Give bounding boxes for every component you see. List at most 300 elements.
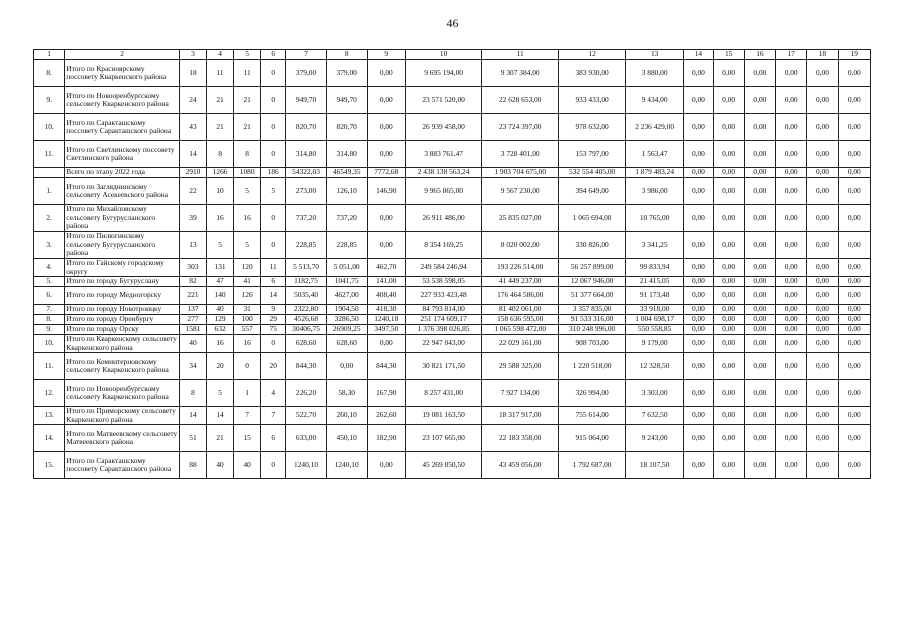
value-cell: 0,00	[807, 305, 838, 315]
value-cell: 379,00	[326, 60, 367, 87]
value-cell: 56 257 899,00	[559, 259, 626, 277]
value-cell: 14	[179, 407, 206, 425]
value-cell: 33 918,00	[625, 305, 683, 315]
municipality-name-cell: Итого по Саракташскому поссовету Саракташского района	[65, 114, 180, 141]
row-number-cell: 4.	[34, 259, 65, 277]
value-cell: 314,80	[286, 141, 327, 168]
value-cell: 23 724 397,00	[482, 114, 559, 141]
value-cell: 1 376 398 026,85	[406, 325, 482, 335]
value-cell: 0,00	[807, 287, 838, 305]
table-row	[34, 259, 871, 277]
value-cell: 633,00	[286, 425, 327, 452]
value-cell: 9 179,00	[625, 335, 683, 353]
value-cell: 182,90	[367, 425, 406, 452]
value-cell: 1 220 518,00	[559, 353, 626, 380]
value-cell: 0,00	[684, 232, 713, 259]
header-cell: 5	[234, 50, 261, 60]
header-cell: 10	[406, 50, 482, 60]
value-cell: 0,00	[838, 452, 870, 479]
value-cell: 0,00	[744, 325, 775, 335]
value-cell: 0,00	[838, 315, 870, 325]
header-cell: 19	[838, 50, 870, 60]
value-cell: 0,00	[807, 141, 838, 168]
value-cell: 16	[207, 205, 234, 232]
value-cell: 4	[261, 380, 286, 407]
value-cell: 3 728 401,00	[482, 141, 559, 168]
value-cell: 227 933 423,48	[406, 287, 482, 305]
value-cell: 0,00	[776, 380, 807, 407]
value-cell: 186	[261, 168, 286, 178]
value-cell: 40	[207, 452, 234, 479]
value-cell: 0,00	[713, 232, 744, 259]
value-cell: 29 588 325,00	[482, 353, 559, 380]
value-cell: 0,00	[807, 353, 838, 380]
municipality-name-cell: Итого по Красноярскому поссовету Кваркенского района	[65, 60, 180, 87]
value-cell: 126,10	[326, 178, 367, 205]
value-cell: 51	[179, 425, 206, 452]
value-cell: 58,30	[326, 380, 367, 407]
value-cell: 0	[261, 87, 286, 114]
value-cell: 22 628 653,00	[482, 87, 559, 114]
value-cell: 550 558,85	[625, 325, 683, 335]
value-cell: 0,00	[684, 425, 713, 452]
value-cell: 137	[179, 305, 206, 315]
value-cell: 5	[234, 178, 261, 205]
value-cell: 14	[207, 407, 234, 425]
value-cell: 0,00	[838, 335, 870, 353]
value-cell: 0,00	[684, 305, 713, 315]
value-cell: 0,00	[684, 205, 713, 232]
value-cell: 20	[261, 353, 286, 380]
header-cell: 15	[713, 50, 744, 60]
header-cell: 18	[807, 50, 838, 60]
value-cell: 8	[207, 141, 234, 168]
table-row	[34, 87, 871, 114]
value-cell: 0,00	[776, 325, 807, 335]
value-cell: 7 927 134,00	[482, 380, 559, 407]
municipality-name-cell: Итого по городу Бугуруслану	[65, 277, 180, 287]
table-row	[34, 380, 871, 407]
value-cell: 0,00	[713, 353, 744, 380]
value-cell: 0,00	[776, 452, 807, 479]
value-cell: 26 939 458,00	[406, 114, 482, 141]
value-cell: 5035,40	[286, 287, 327, 305]
value-cell: 0,00	[776, 305, 807, 315]
row-number-cell: 2.	[34, 205, 65, 232]
row-number-cell: 9.	[34, 87, 65, 114]
value-cell: 1080	[234, 168, 261, 178]
value-cell: 0,00	[713, 87, 744, 114]
value-cell: 3 880,00	[625, 60, 683, 87]
value-cell: 844,30	[286, 353, 327, 380]
value-cell: 0,00	[713, 205, 744, 232]
value-cell: 326 994,00	[559, 380, 626, 407]
value-cell: 0,00	[684, 315, 713, 325]
value-cell: 632	[207, 325, 234, 335]
value-cell: 0,00	[713, 335, 744, 353]
value-cell: 273,00	[286, 178, 327, 205]
value-cell: 9 695 194,00	[406, 60, 482, 87]
value-cell: 0,00	[744, 114, 775, 141]
municipality-name-cell: Итого по Приморскому сельсовету Кваркенского района	[65, 407, 180, 425]
value-cell: 0,00	[807, 168, 838, 178]
value-cell: 46549,35	[326, 168, 367, 178]
value-cell: 34	[179, 353, 206, 380]
value-cell: 126	[234, 287, 261, 305]
value-cell: 379,00	[286, 60, 327, 87]
row-number-cell: 3.	[34, 232, 65, 259]
row-number-cell: 5.	[34, 277, 65, 287]
table-row	[34, 114, 871, 141]
value-cell: 0,00	[744, 287, 775, 305]
row-number-cell: 1.	[34, 178, 65, 205]
page-number: 46	[446, 16, 459, 30]
table-row	[34, 287, 871, 305]
value-cell: 0,00	[776, 178, 807, 205]
table-row	[34, 425, 871, 452]
value-cell: 51 377 664,00	[559, 287, 626, 305]
value-cell: 0,00	[326, 353, 367, 380]
row-number-cell: 7.	[34, 305, 65, 315]
row-number-cell: 15.	[34, 452, 65, 479]
value-cell: 8	[234, 141, 261, 168]
value-cell: 383 930,00	[559, 60, 626, 87]
value-cell: 8 020 002,00	[482, 232, 559, 259]
value-cell: 0,00	[838, 380, 870, 407]
value-cell: 0,00	[838, 353, 870, 380]
value-cell: 0,00	[713, 277, 744, 287]
value-cell: 0,00	[684, 60, 713, 87]
value-cell: 0	[261, 452, 286, 479]
value-cell: 737,20	[286, 205, 327, 232]
value-cell: 0,00	[807, 205, 838, 232]
value-cell: 9 434,00	[625, 87, 683, 114]
value-cell: 99 833,94	[625, 259, 683, 277]
value-cell: 11	[234, 60, 261, 87]
value-cell: 0	[261, 141, 286, 168]
value-cell: 0,00	[807, 335, 838, 353]
value-cell: 0,00	[776, 287, 807, 305]
value-cell: 0,00	[838, 277, 870, 287]
value-cell: 933 433,00	[559, 87, 626, 114]
row-number-cell: 12.	[34, 380, 65, 407]
value-cell: 0,00	[713, 407, 744, 425]
value-cell: 20	[207, 353, 234, 380]
value-cell: 5	[261, 178, 286, 205]
value-cell: 21	[234, 87, 261, 114]
value-cell: 53 538 598,05	[406, 277, 482, 287]
value-cell: 18	[179, 60, 206, 87]
table-row	[34, 407, 871, 425]
header-cell: 2	[65, 50, 180, 60]
value-cell: 2910	[179, 168, 206, 178]
municipality-name-cell: Итого по Загляднинскому сельсовету Асекеевского района	[65, 178, 180, 205]
value-cell: 0,00	[838, 425, 870, 452]
value-cell: 1240,10	[286, 452, 327, 479]
value-cell: 1266	[207, 168, 234, 178]
row-number-cell: 14.	[34, 425, 65, 452]
value-cell: 2 236 429,00	[625, 114, 683, 141]
header-row	[34, 50, 871, 60]
value-cell: 1 004 698,17	[625, 315, 683, 325]
value-cell: 10	[207, 178, 234, 205]
value-cell: 41 449 237,00	[482, 277, 559, 287]
table-row	[34, 168, 871, 178]
value-cell: 140	[207, 287, 234, 305]
value-cell: 251 174 609,17	[406, 315, 482, 325]
value-cell: 330 826,00	[559, 232, 626, 259]
value-cell: 628,60	[326, 335, 367, 353]
value-cell: 1182,75	[286, 277, 327, 287]
value-cell: 0,00	[776, 277, 807, 287]
value-cell: 0,00	[838, 114, 870, 141]
value-cell: 100	[234, 315, 261, 325]
value-cell: 30 821 171,50	[406, 353, 482, 380]
value-cell: 12 328,50	[625, 353, 683, 380]
value-cell: 0,00	[713, 380, 744, 407]
value-cell: 0,00	[744, 178, 775, 205]
value-cell: 8	[179, 380, 206, 407]
value-cell: 43 459 056,00	[482, 452, 559, 479]
value-cell: 0,00	[744, 168, 775, 178]
value-cell: 0,00	[807, 114, 838, 141]
value-cell: 7	[261, 407, 286, 425]
municipality-name-cell: Итого по Коминтерновскому сельсовету Кваркенского района	[65, 353, 180, 380]
value-cell: 146,90	[367, 178, 406, 205]
value-cell: 16	[234, 335, 261, 353]
value-cell: 0,00	[838, 205, 870, 232]
value-cell: 193 226 514,00	[482, 259, 559, 277]
value-cell: 0,00	[713, 168, 744, 178]
value-cell: 5 051,00	[326, 259, 367, 277]
value-cell: 0,00	[713, 259, 744, 277]
table-row	[34, 315, 871, 325]
value-cell: 303	[179, 259, 206, 277]
municipality-name-cell: Итого по Светлинскому поссовету Светлинского района	[65, 141, 180, 168]
value-cell: 7	[234, 407, 261, 425]
value-cell: 0,00	[684, 259, 713, 277]
value-cell: 3 357 835,00	[559, 305, 626, 315]
value-cell: 0	[261, 232, 286, 259]
value-cell: 6	[261, 425, 286, 452]
value-cell: 21	[207, 87, 234, 114]
value-cell: 9 567 230,00	[482, 178, 559, 205]
value-cell: 5 513,70	[286, 259, 327, 277]
value-cell: 0,00	[776, 114, 807, 141]
value-cell: 0,00	[713, 287, 744, 305]
table-row	[34, 277, 871, 287]
value-cell: 0,00	[713, 325, 744, 335]
row-number-cell: 11.	[34, 353, 65, 380]
header-cell: 11	[482, 50, 559, 60]
value-cell: 0,00	[838, 287, 870, 305]
value-cell: 14	[261, 287, 286, 305]
row-number-cell: 6.	[34, 287, 65, 305]
value-cell: 9 243,00	[625, 425, 683, 452]
value-cell: 19 081 163,50	[406, 407, 482, 425]
value-cell: 228,85	[286, 232, 327, 259]
value-cell: 915 064,00	[559, 425, 626, 452]
municipality-name-cell: Итого по Саракташскому поссовету Саракташского района	[65, 452, 180, 479]
value-cell: 0,00	[744, 315, 775, 325]
header-cell: 16	[744, 50, 775, 60]
value-cell: 0,00	[838, 87, 870, 114]
value-cell: 0,00	[807, 60, 838, 87]
header-cell: 13	[625, 50, 683, 60]
value-cell: 0,00	[807, 87, 838, 114]
value-cell: 47	[207, 277, 234, 287]
value-cell: 82	[179, 277, 206, 287]
municipality-name-cell: Итого по городу Новотроицку	[65, 305, 180, 315]
value-cell: 23 571 520,00	[406, 87, 482, 114]
value-cell: 0,00	[367, 114, 406, 141]
value-cell: 0,00	[744, 259, 775, 277]
value-cell: 1 563,47	[625, 141, 683, 168]
value-cell: 3 303,00	[625, 380, 683, 407]
value-cell: 9	[261, 305, 286, 315]
value-cell: 3 986,00	[625, 178, 683, 205]
value-cell: 0	[261, 335, 286, 353]
header-cell: 12	[559, 50, 626, 60]
value-cell: 0,00	[684, 141, 713, 168]
value-cell: 75	[261, 325, 286, 335]
value-cell: 0,00	[776, 205, 807, 232]
value-cell: 26 911 486,00	[406, 205, 482, 232]
row-number-cell: 11.	[34, 141, 65, 168]
value-cell: 12 067 946,00	[559, 277, 626, 287]
value-cell: 153 797,00	[559, 141, 626, 168]
value-cell: 29	[261, 315, 286, 325]
value-cell: 228,85	[326, 232, 367, 259]
value-cell: 91 173,48	[625, 287, 683, 305]
value-cell: 9 307 384,00	[482, 60, 559, 87]
value-cell: 0,00	[776, 168, 807, 178]
value-cell: 120	[234, 259, 261, 277]
value-cell: 21	[234, 114, 261, 141]
value-cell: 21 415,05	[625, 277, 683, 287]
table-row	[34, 335, 871, 353]
value-cell: 10 765,00	[625, 205, 683, 232]
value-cell: 5	[207, 380, 234, 407]
table-row	[34, 353, 871, 380]
value-cell: 0,00	[684, 114, 713, 141]
header-cell: 3	[179, 50, 206, 60]
value-cell: 418,30	[367, 305, 406, 315]
row-number-cell: 8.	[34, 315, 65, 325]
value-cell: 0,00	[776, 335, 807, 353]
table-row	[34, 232, 871, 259]
value-cell: 84 793 814,00	[406, 305, 482, 315]
value-cell: 9 965 865,00	[406, 178, 482, 205]
value-cell: 0,00	[684, 87, 713, 114]
value-cell: 0,00	[684, 452, 713, 479]
value-cell: 249 584 246,94	[406, 259, 482, 277]
value-cell: 226,20	[286, 380, 327, 407]
header-cell: 1	[34, 50, 65, 60]
value-cell: 628,60	[286, 335, 327, 353]
value-cell: 450,10	[326, 425, 367, 452]
value-cell: 43	[179, 114, 206, 141]
value-cell: 54322,03	[286, 168, 327, 178]
value-cell: 394 649,00	[559, 178, 626, 205]
value-cell: 277	[179, 315, 206, 325]
municipality-name-cell: Итого по Пилюгинскому сельсовету Бугурусланского района	[65, 232, 180, 259]
value-cell: 7772,68	[367, 168, 406, 178]
value-cell: 0,00	[838, 305, 870, 315]
value-cell: 0,00	[776, 60, 807, 87]
value-cell: 0,00	[713, 315, 744, 325]
header-cell: 9	[367, 50, 406, 60]
table-row	[34, 60, 871, 87]
value-cell: 167,90	[367, 380, 406, 407]
header-cell: 7	[286, 50, 327, 60]
value-cell: 0,00	[838, 141, 870, 168]
value-cell: 8 354 169,25	[406, 232, 482, 259]
value-cell: 0,00	[807, 452, 838, 479]
value-cell: 26909,25	[326, 325, 367, 335]
value-cell: 522,70	[286, 407, 327, 425]
value-cell: 0,00	[713, 114, 744, 141]
value-cell: 0	[261, 205, 286, 232]
value-cell: 0,00	[776, 141, 807, 168]
value-cell: 0,00	[838, 168, 870, 178]
value-cell: 3286,50	[326, 315, 367, 325]
value-cell: 39	[179, 205, 206, 232]
value-cell: 8 257 431,00	[406, 380, 482, 407]
value-cell: 0,00	[838, 178, 870, 205]
value-cell: 408,40	[367, 287, 406, 305]
row-number-cell	[34, 168, 65, 178]
value-cell: 0,00	[776, 407, 807, 425]
value-cell: 0,00	[807, 232, 838, 259]
value-cell: 5	[207, 232, 234, 259]
value-cell: 18 317 917,00	[482, 407, 559, 425]
value-cell: 4627,00	[326, 287, 367, 305]
header-cell: 17	[776, 50, 807, 60]
value-cell: 0,00	[776, 87, 807, 114]
table-row	[34, 141, 871, 168]
municipality-name-cell: Итого по Новооренбургскому сельсовету Кваркенского района	[65, 87, 180, 114]
value-cell: 16	[234, 205, 261, 232]
value-cell: 0,00	[684, 335, 713, 353]
value-cell: 88	[179, 452, 206, 479]
value-cell: 1 879 483,24	[625, 168, 683, 178]
data-table	[33, 49, 871, 479]
value-cell: 0,00	[713, 425, 744, 452]
value-cell: 0,00	[744, 335, 775, 353]
value-cell: 0,00	[838, 325, 870, 335]
value-cell: 262,60	[367, 407, 406, 425]
value-cell: 16	[207, 335, 234, 353]
value-cell: 0,00	[807, 407, 838, 425]
value-cell: 0,00	[838, 259, 870, 277]
value-cell: 0,00	[367, 452, 406, 479]
value-cell: 22 183 358,00	[482, 425, 559, 452]
value-cell: 40	[234, 452, 261, 479]
value-cell: 81 402 061,00	[482, 305, 559, 315]
table-row	[34, 325, 871, 335]
value-cell: 0,00	[713, 452, 744, 479]
municipality-name-cell: Итого по городу Орску	[65, 325, 180, 335]
value-cell: 462,70	[367, 259, 406, 277]
value-cell: 0,00	[367, 87, 406, 114]
value-cell: 0,00	[838, 60, 870, 87]
value-cell: 0,00	[744, 60, 775, 87]
header-cell: 8	[326, 50, 367, 60]
value-cell: 129	[207, 315, 234, 325]
municipality-name-cell: Итого по Михайловскому сельсовету Бугурусланского района	[65, 205, 180, 232]
value-cell: 30406,75	[286, 325, 327, 335]
